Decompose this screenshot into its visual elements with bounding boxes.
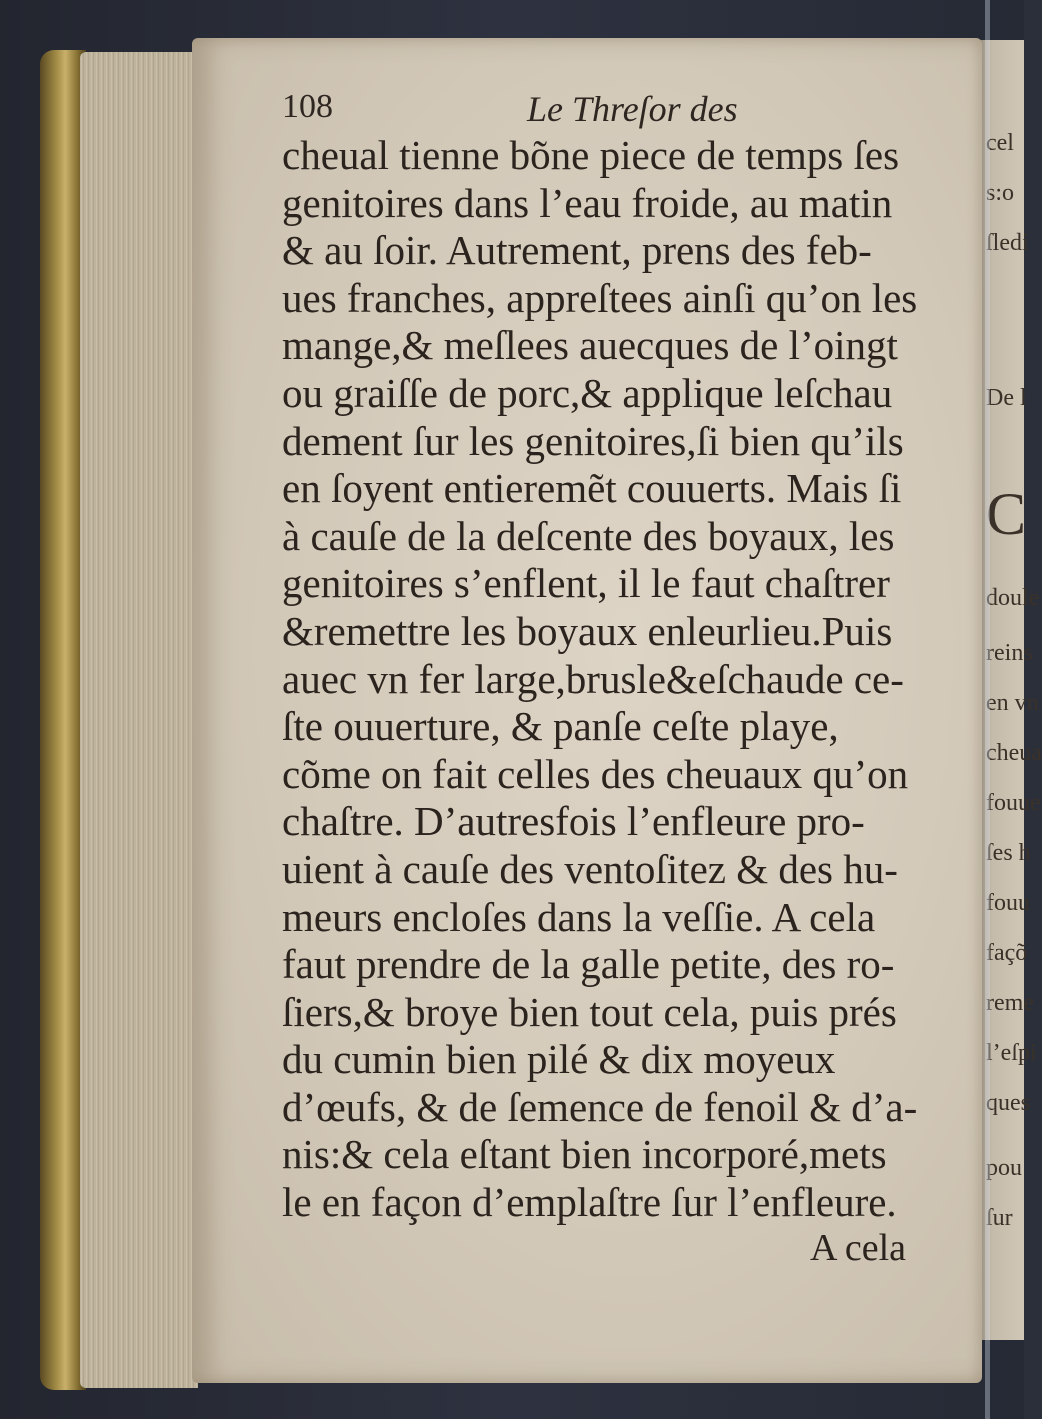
facing-fragment: pou [986,1155,1022,1181]
facing-fragment: façõ [986,940,1028,966]
text-line: ou graiſſe de porc,& applique leſchau [282,369,893,416]
text-line: ſiers,& broye bien tout cela, puis prés [282,988,897,1035]
text-line: &remettre les boyaux enleurlieu.Puis [282,607,893,654]
text-line: mange,& meſlees auecques de l’oingt [282,322,898,369]
facing-fragment: cel [986,130,1014,156]
text-line: ues franches, appreſtees ainſi qu’on les [282,274,918,321]
facing-fragment: doule [986,585,1040,611]
facing-fragment: fouu [986,890,1030,916]
facing-fragment: l’eſpi [986,1040,1037,1066]
facing-fragment: ques [986,1090,1030,1116]
glass-plate-edge [985,0,990,1419]
text-line: nis:& cela eſtant bien incorporé,mets [282,1131,887,1178]
text-line: genitoires dans l’eau froide, au matin [282,179,893,226]
page-header [282,88,962,132]
facing-fragment: C [986,481,1027,547]
facing-fragment: De l [986,385,1027,411]
text-line: d’œufs, & de ſemence de fenoil & d’a- [282,1083,918,1130]
text-line: le en façon d’emplaſtre ſur l’enfleure. [282,1179,897,1226]
facing-fragment: ſledi [986,230,1029,256]
text-line: auec vn fer large,brusle&eſchaude ce- [282,655,904,702]
text-line: & au ſoir. Autrement, prens des feb- [282,227,872,274]
text-line: cheual tienne bõne piece de temps ſes [282,132,900,178]
text-line: meurs encloſes dans la veſſie. A cela [282,893,876,940]
facing-fragment: s:o [986,180,1015,206]
facing-fragment: reme [986,990,1034,1016]
page-edges [80,52,198,1388]
text-line: cõme on fait celles des cheuaux qu’on [282,750,909,797]
text-line: en ſoyent entieremẽt couuerts. Mais ſi [282,465,902,512]
catchword: A cela [810,1227,907,1269]
running-title: Le Threſor des [527,89,738,129]
facing-fragment: reins [986,640,1033,666]
text-line: genitoires s’enflent, il le faut chaſtrer [282,560,890,607]
text-line: dement ſur les genitoires,ſi bien qu’ils [282,417,904,464]
facing-fragment: ſur [986,1205,1013,1231]
facing-fragment: ſes h [986,840,1031,866]
page-number: 108 [282,88,333,125]
body-text [282,132,962,1227]
text-line: faut prendre de la galle petite, des ro- [282,941,895,988]
text-line: à cauſe de la deſcente des boyaux, les [282,512,895,559]
facing-fragment: cheua [986,740,1042,766]
text-line: chaſtre. D’autresfois l’enfleure pro- [282,798,865,845]
text-line: du cumin bien pilé & dix moyeux [282,1036,836,1083]
text-line: ſte ouuerture, & panſe ceſte playe, [282,703,839,750]
facing-fragment: en vn [986,690,1039,716]
text-line: uient à cauſe des ventoſitez & des hu- [282,845,898,892]
facing-fragment: fouue [986,790,1041,816]
